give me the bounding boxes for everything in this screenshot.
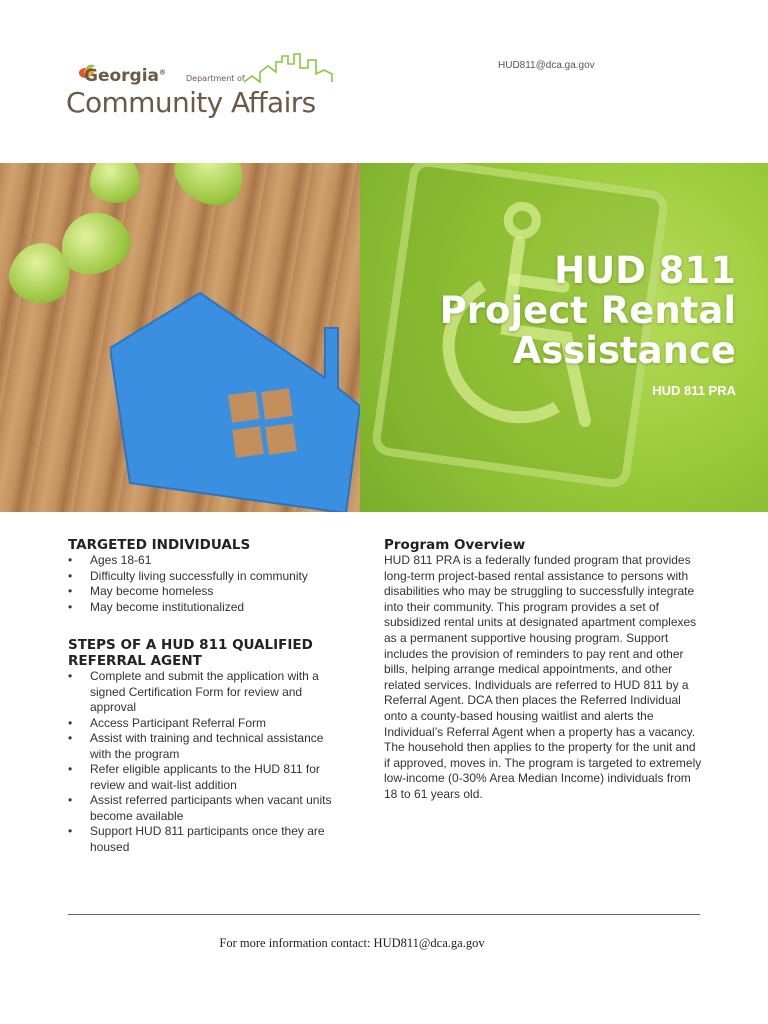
targeted-list <box>68 553 348 615</box>
right-column <box>384 537 704 803</box>
leaf-shape <box>90 163 140 203</box>
overview-text: HUD 811 PRA is a federally funded program that provides long-term project-based rental assistance to persons with disabilities who may be struggling to successfully integrate into their community. This program provides a set of subsidized rental units at designated apartment complexes as a permanent supportive housing program. Support includes the provision of reminders to pay rent and other bills, helping arrange medical appointments, and other related services. Individuals are referred to HUD 811 by a Referral Agent. DCA then places the Referred Individual onto a county-based housing waitlist and alerts the Individual’s Referral Agent when a property has a vacancy. The household then applies to the property for the unit and if approved, moves in. The program is targeted to extremely low-income (0-30% Area Median Income) individuals from 18 to 61 years old. <box>384 553 702 801</box>
logo-department-of: Department of <box>186 74 245 83</box>
leaf-shape <box>165 163 256 216</box>
targeted-heading: TARGETED INDIVIDUALS <box>68 537 251 553</box>
steps-list <box>68 669 348 855</box>
list-item: • Complete and submit the application with a signed Certification Form for review and approval <box>68 669 348 716</box>
footer-divider <box>68 914 700 915</box>
banner-title-line: Assistance <box>512 329 736 372</box>
list-item: • Difficulty living successfully in community <box>68 569 348 585</box>
steps-heading: STEPS OF A HUD 811 QUALIFIED REFERRAL AGENT <box>68 637 313 669</box>
list-item: • Refer eligible applicants to the HUD 811 for review and wait-list addition <box>68 762 348 793</box>
blue-house-icon <box>110 288 360 512</box>
house-cutout-photo <box>0 163 360 512</box>
list-item: • May become institutionalized <box>68 600 348 616</box>
banner-title-line: HUD 811 <box>554 249 736 292</box>
footer-contact: For more information contact: HUD811@dca.ga.gov <box>219 936 485 950</box>
list-item: • May become homeless <box>68 584 348 600</box>
hero-banner <box>0 163 768 512</box>
banner-subtitle: HUD 811 PRA <box>652 383 736 398</box>
list-item: • Assist with training and technical assistance with the program <box>68 731 348 762</box>
list-item: • Assist referred participants when vacant units become available <box>68 793 348 824</box>
logo-community-affairs: Community Affairs <box>66 86 316 119</box>
banner-title <box>440 251 736 371</box>
left-column <box>68 537 348 855</box>
dca-logo <box>66 52 346 128</box>
logo-georgia: Georgia® <box>84 66 167 86</box>
banner-title-line: Project Rental <box>439 289 736 332</box>
header-email-link[interactable]: HUD811@dca.ga.gov <box>498 60 595 71</box>
list-item: • Ages 18-61 <box>68 553 348 569</box>
skyline-icon <box>242 52 342 86</box>
overview-heading: Program Overview <box>384 537 526 553</box>
list-item: • Access Participant Referral Form <box>68 716 348 732</box>
list-item: • Support HUD 811 participants once they are housed <box>68 824 348 855</box>
